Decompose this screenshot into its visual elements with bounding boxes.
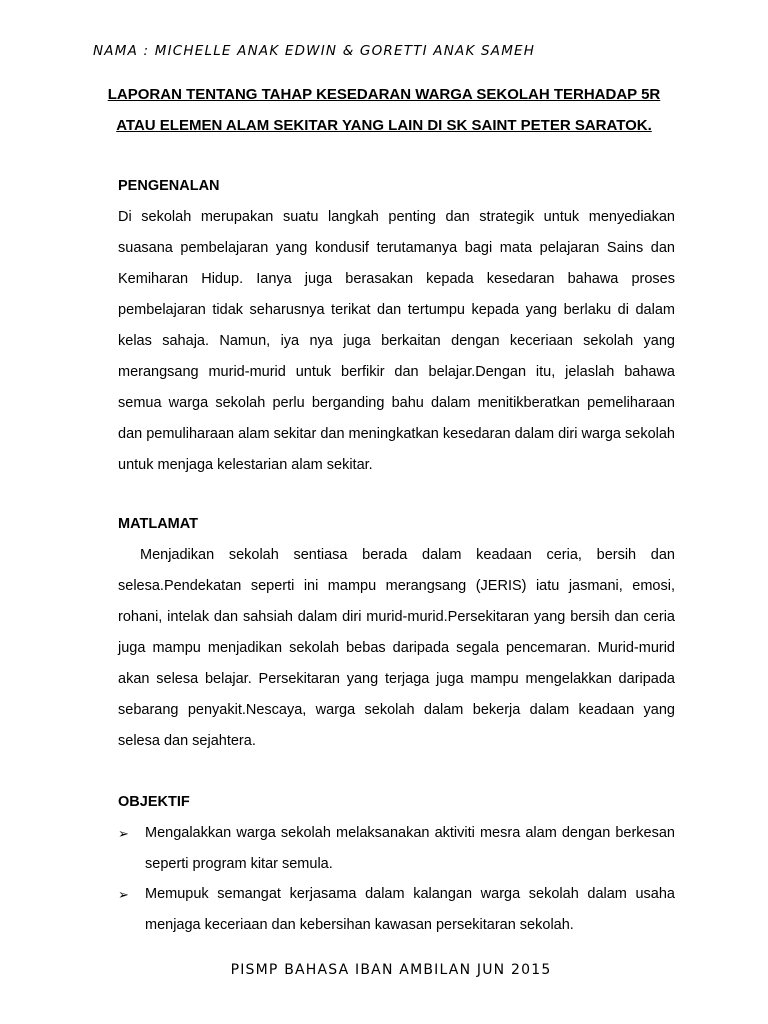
bullet-arrow-icon: ➢	[118, 826, 129, 841]
heading-pengenalan: PENGENALAN	[118, 178, 220, 194]
report-title-line-2: ATAU ELEMEN ALAM SEKITAR YANG LAIN DI SK SAINT PETER SARATOK.	[116, 117, 652, 134]
paragraph-pengenalan: Di sekolah merupakan suatu langkah penting dan strategik untuk menyediakan suasana pembelajaran yang kondusif terutamanya bagi mata pelajaran Sains dan Kemiharan Hidup. Ianya juga berasakan kepada kesedaran bahawa proses pembelajaran tidak seharusnya terikat dan tertumpu kepada yang berlaku di dalam kelas sahaja. Namun, iya nya juga berkaitan dengan keceriaan sekolah yang merangsang murid-murid untuk berfikir dan belajar.Dengan itu, jelaslah bahawa semua warga sekolah perlu berganding bahu dalam menitikberatkan pemeliharaan dan pemuliharaan alam sekitar dan meningkatkan kesedaran dalam diri warga sekolah untuk menjaga kelestarian alam sekitar.	[118, 209, 675, 473]
objective-item-2: Memupuk semangat kerjasama dalam kalangan warga sekolah dalam usaha menjaga keceriaan dan kebersihan kawasan persekitaran sekolah.	[145, 886, 675, 933]
bullet-arrow-icon: ➢	[118, 887, 129, 902]
paragraph-matlamat: Menjadikan sekolah sentiasa berada dalam keadaan ceria, bersih dan selesa.Pendekatan seperti ini mampu merangsang (JERIS) iatu jasmani, emosi, rohani, intelak dan sahsiah dalam diri murid-murid.Persekitaran yang bersih dan ceria juga mampu menjadikan sekolah bebas daripada segala pencemaran. Murid-murid akan selesa belajar. Persekitaran yang terjaga juga mampu mengelakkan daripada sebarang penyakit.Nescaya, warga sekolah dalam bekerja dalam keadaan yang selesa dan sejahtera.	[118, 547, 675, 749]
author-names: NAMA : MICHELLE ANAK EDWIN & GORETTI ANAK SAMEH	[93, 43, 536, 59]
objective-item-1: Mengalakkan warga sekolah melaksanakan aktiviti mesra alam dengan berkesan seperti program kitar semula.	[145, 825, 675, 872]
report-title-line-1: LAPORAN TENTANG TAHAP KESEDARAN WARGA SEKOLAH TERHADAP 5R	[107, 86, 661, 103]
heading-objektif: OBJEKTIF	[118, 794, 190, 810]
heading-matlamat: MATLAMAT	[118, 516, 198, 532]
page-footer: PISMP BAHASA IBAN AMBILAN JUN 2015	[230, 962, 552, 978]
